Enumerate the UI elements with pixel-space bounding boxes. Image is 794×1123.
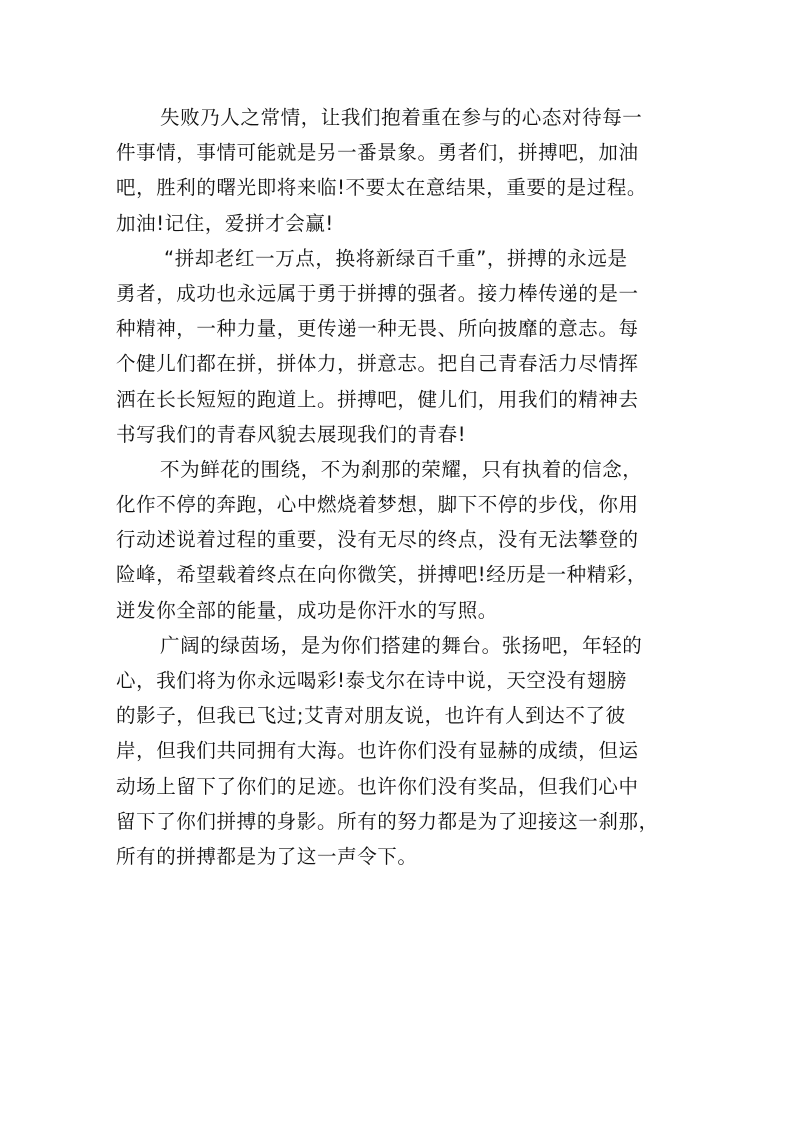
- text-line: 所有的拼搏都是为了这一声令下。: [116, 844, 418, 868]
- text-line: 种精神，一种力量，更传递一种无畏、所向披靡的意志。每: [116, 317, 639, 341]
- text-line: 迸发你全部的能量，成功是你汗水的写照。: [116, 598, 498, 622]
- text-line: 个健儿们都在拼，拼体力，拼意志。把自己青春活力尽情挥: [116, 352, 639, 376]
- text-line: 留下了你们拼搏的身影。所有的努力都是为了迎接这一刹那，: [116, 809, 659, 833]
- text-line: “拼却老红一万点，换将新绿百千重”，拼搏的永远是: [164, 246, 628, 270]
- text-line: 的影子，但我已飞过;艾青对朋友说，也许有人到达不了彼: [116, 704, 626, 728]
- text-line: 书写我们的青春风貌去展现我们的青春!: [116, 422, 467, 446]
- text-line: 动场上留下了你们的足迹。也许你们没有奖品，但我们心中: [116, 774, 639, 798]
- text-line: 加油!记住，爱拼才会赢!: [116, 211, 334, 235]
- text-line: 行动述说着过程的重要，没有无尽的终点，没有无法攀登的: [116, 528, 639, 552]
- text-line: 失败乃人之常情，让我们抱着重在参与的心态对待每一: [160, 106, 643, 129]
- document-body: [116, 100, 691, 874]
- text-line: 不为鲜花的围绕，不为刹那的荣耀，只有执着的信念，: [160, 457, 643, 481]
- text-line: 岸，但我们共同拥有大海。也许你们没有显赫的成绩，但运: [116, 739, 639, 763]
- text-line: 心，我们将为你永远喝彩!泰戈尔在诗中说，天空没有翅膀: [116, 669, 627, 692]
- text-line: 件事情，事情可能就是另一番景象。勇者们，拼搏吧，加油: [116, 141, 639, 165]
- text-line: 洒在长长短短的跑道上。拼搏吧，健儿们，用我们的精神去: [116, 387, 639, 411]
- text-line: 勇者，成功也永远属于勇于拼搏的强者。接力棒传递的是一: [116, 281, 639, 305]
- text-line: 吧，胜利的曙光即将来临!不要太在意结果，重要的是过程。: [116, 176, 648, 200]
- text-line: 广阔的绿茵场，是为你们搭建的舞台。张扬吧，年轻的: [160, 633, 643, 657]
- text-line: 化作不停的奔跑，心中燃烧着梦想，脚下不停的步伐，你用: [116, 493, 639, 517]
- text-line: 险峰，希望载着终点在向你微笑，拼搏吧!经历是一种精彩，: [116, 563, 648, 587]
